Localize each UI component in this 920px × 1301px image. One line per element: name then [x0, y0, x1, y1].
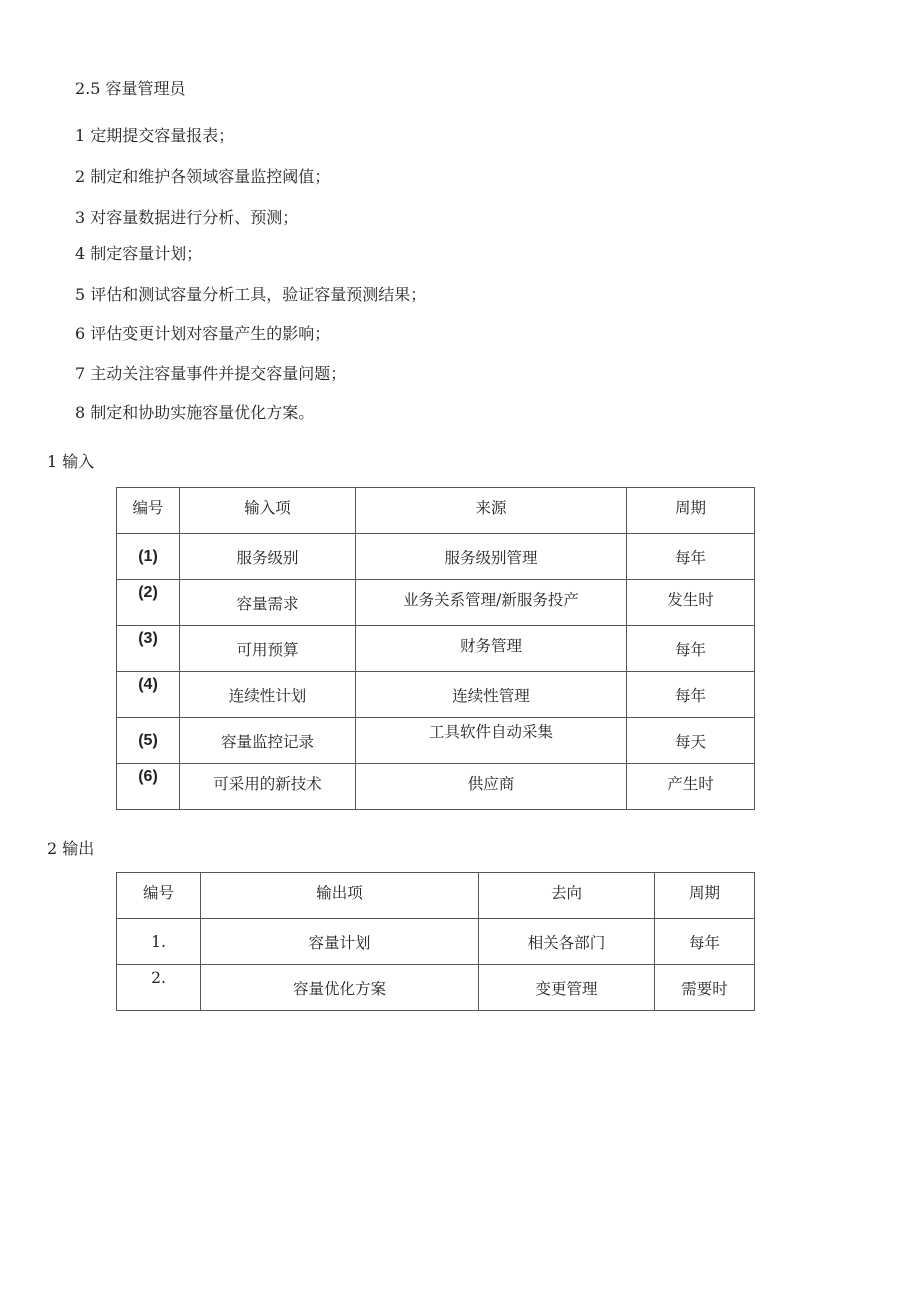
source: 供应商	[356, 764, 627, 810]
duty-item: 5 评估和测试容量分析工具，验证容量预测结果；	[75, 285, 427, 304]
output-item: 容量计划	[201, 919, 479, 965]
section-heading: 2.5 容量管理员	[75, 79, 186, 98]
output-item: 容量优化方案	[201, 965, 479, 1011]
table-row	[117, 718, 755, 764]
table-row	[117, 626, 755, 672]
duty-item: 2 制定和维护各领域容量监控阈值；	[75, 167, 331, 186]
row-number: (1)	[117, 534, 180, 580]
input-item: 容量需求	[180, 580, 356, 626]
input-section-title: 1 输入	[47, 452, 95, 471]
output-table	[116, 872, 755, 1011]
duty-item: 7 主动关注容量事件并提交容量问题；	[75, 364, 347, 383]
destination: 变更管理	[479, 965, 655, 1011]
row-number: 2.	[117, 965, 201, 1011]
header-cell: 编号	[117, 873, 201, 919]
row-number: (4)	[117, 672, 180, 718]
table-header-row	[117, 488, 755, 534]
period: 需要时	[655, 965, 755, 1011]
period: 发生时	[627, 580, 755, 626]
output-section-title: 2 输出	[47, 839, 95, 858]
input-item: 可采用的新技术	[180, 764, 356, 810]
period: 每年	[627, 626, 755, 672]
source: 服务级别管理	[356, 534, 627, 580]
source: 工具软件自动采集	[356, 718, 627, 764]
header-cell: 输入项	[180, 488, 356, 534]
table-row	[117, 919, 755, 965]
period: 每年	[655, 919, 755, 965]
input-table	[116, 487, 755, 810]
duty-item: 6 评估变更计划对容量产生的影响；	[75, 324, 331, 343]
header-cell: 来源	[356, 488, 627, 534]
header-cell: 输出项	[201, 873, 479, 919]
destination: 相关各部门	[479, 919, 655, 965]
duty-item: 1 定期提交容量报表；	[75, 126, 235, 145]
source: 财务管理	[356, 626, 627, 672]
period: 产生时	[627, 764, 755, 810]
period: 每年	[627, 672, 755, 718]
row-number: (2)	[117, 580, 180, 626]
duty-item: 4 制定容量计划；	[75, 244, 203, 263]
source: 连续性管理	[356, 672, 627, 718]
table-row	[117, 764, 755, 810]
table-row	[117, 672, 755, 718]
header-cell: 周期	[627, 488, 755, 534]
input-item: 服务级别	[180, 534, 356, 580]
input-item: 可用预算	[180, 626, 356, 672]
header-cell: 去向	[479, 873, 655, 919]
duty-item: 3 对容量数据进行分析、预测；	[75, 208, 299, 227]
table-row	[117, 580, 755, 626]
header-cell: 周期	[655, 873, 755, 919]
table-row	[117, 534, 755, 580]
row-number: (3)	[117, 626, 180, 672]
header-cell: 编号	[117, 488, 180, 534]
duty-item: 8 制定和协助实施容量优化方案。	[75, 403, 315, 422]
row-number: (5)	[117, 718, 180, 764]
row-number: (6)	[117, 764, 180, 810]
table-row	[117, 965, 755, 1011]
period: 每天	[627, 718, 755, 764]
input-item: 连续性计划	[180, 672, 356, 718]
input-item: 容量监控记录	[180, 718, 356, 764]
table-header-row	[117, 873, 755, 919]
period: 每年	[627, 534, 755, 580]
source: 业务关系管理/新服务投产	[356, 580, 627, 626]
row-number: 1.	[117, 919, 201, 965]
